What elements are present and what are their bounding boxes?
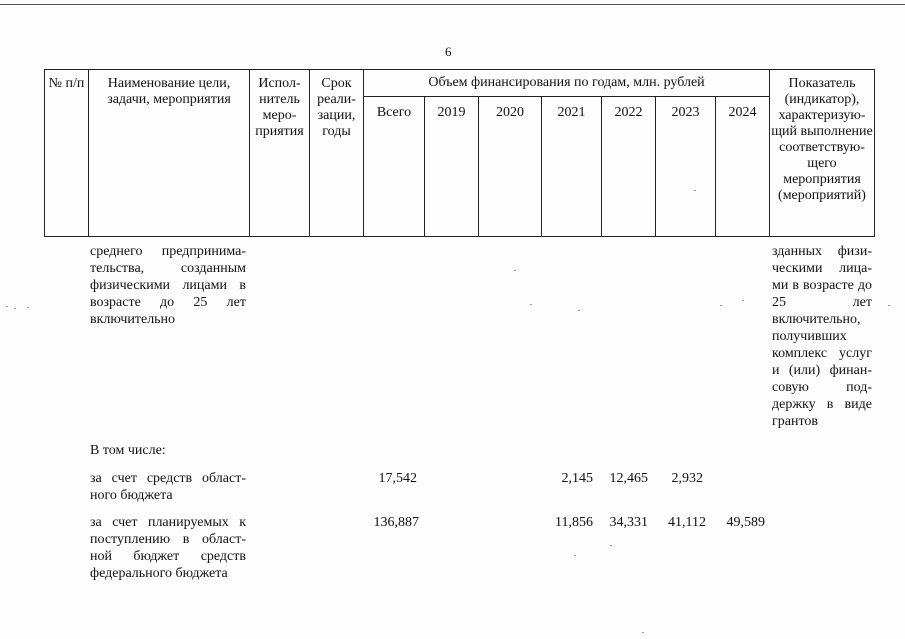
scan-speck	[610, 545, 612, 546]
regional-2023: 2,932	[671, 471, 703, 486]
scan-speck	[514, 270, 516, 271]
scan-speck	[888, 305, 890, 306]
page-number: 6	[445, 44, 452, 59]
header-funding-group: Объем финансирования по годам, млн. рублей	[364, 70, 770, 97]
scan-speck	[27, 307, 29, 308]
header-no: № п/п	[45, 70, 89, 237]
scan-speck	[574, 555, 576, 556]
federal-2021: 11,856	[555, 515, 593, 530]
table-header	[44, 69, 875, 237]
row-continuation-name: среднего предпринима-тельства, созданным физическими лицами в возрасте до 25 лет включительно	[90, 244, 246, 327]
header-total: Всего	[364, 97, 425, 237]
scan-speck	[720, 305, 722, 306]
header-term: Срок реали-зации, годы	[310, 70, 364, 237]
scan-top-edge	[0, 0, 905, 5]
header-indicator: Показатель (индикатор), характеризую-щий выполнение соответствую-щего мероприятия (мероприятий)	[770, 70, 875, 237]
header-year-2022: 2022	[602, 97, 656, 237]
federal-total: 136,887	[373, 515, 419, 530]
header-year-2021: 2021	[542, 97, 602, 237]
scan-speck	[6, 306, 8, 307]
scan-speck	[694, 190, 696, 191]
scan-speck	[578, 310, 580, 311]
federal-2022: 34,331	[609, 515, 648, 530]
row-regional-label: за счет средств област-ного бюджета	[90, 471, 246, 503]
row-continuation-indicator: зданных физи-ческими лица-ми в возрасте до 25 лет включительно, получивших комплекс услуг и (или) финан-совую под-держку в виде грантов	[772, 244, 872, 429]
row-federal-label: за счет планируемых к поступлению в област-ной бюджет средств федерального бюджета	[90, 515, 246, 581]
header-executor: Испол-нитель меро-приятия	[250, 70, 310, 237]
regional-total: 17,542	[378, 471, 417, 486]
scan-speck	[530, 304, 532, 305]
row-including-label: В том числе:	[90, 443, 166, 458]
header-year-2023: 2023	[656, 97, 716, 237]
scan-speck	[742, 300, 744, 301]
scan-speck	[642, 632, 644, 633]
regional-2021: 2,145	[561, 471, 593, 486]
federal-2024: 49,589	[726, 515, 765, 530]
federal-2023: 41,112	[668, 515, 706, 530]
regional-2022: 12,465	[609, 471, 648, 486]
header-year-2020: 2020	[479, 97, 542, 237]
scan-speck	[14, 308, 16, 309]
header-year-2019: 2019	[425, 97, 479, 237]
header-name: Наименование цели, задачи, мероприятия	[89, 70, 250, 237]
header-year-2024: 2024	[716, 97, 770, 237]
